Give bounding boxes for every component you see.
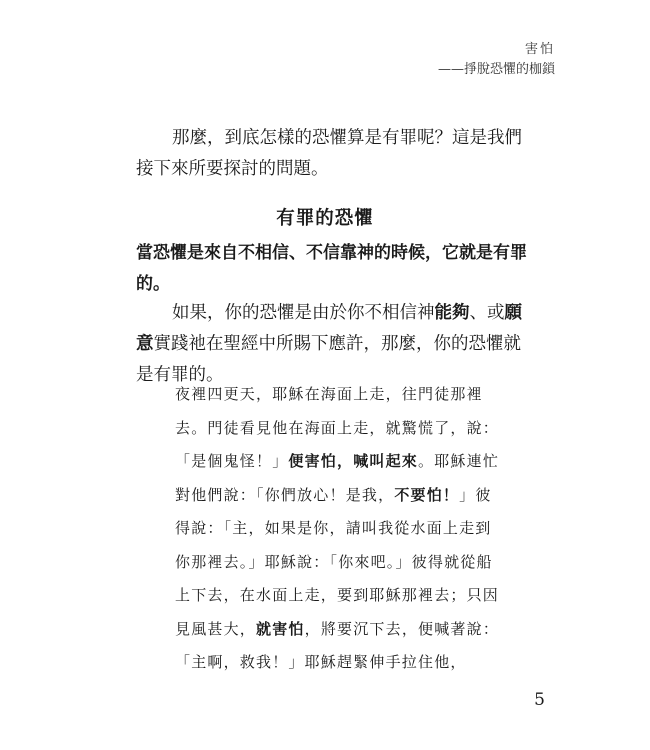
running-head [438,40,555,80]
quote-emphasis-2: 不要怕！ [394,485,460,504]
scripture-quote [175,378,500,680]
intro-text: 那麼，到底怎樣的恐懼算是有罪呢？這是我們接下來所要探討的問題。 [136,128,522,179]
body-text-1: 如果，你的恐懼是由於你不相信神 [172,303,435,323]
thesis-statement: 當恐懼是來自不相信、不信靠神的時候，它就是有罪的。 [136,243,527,294]
body-text-2: 、或 [469,303,505,323]
quote-text-3: 」彼得說：「主，如果是你，請叫我從水面上走到你那裡去。」耶穌說：「你來吧。」彼得就從船上下去，在水面上走，要到耶穌那裡去；只因見風甚大， [175,485,500,638]
body-emphasis-2: 願意 [136,303,522,354]
body-emphasis-1: 能夠 [434,303,470,323]
quote-emphasis-1: 便害怕，喊叫起來 [288,452,419,470]
quote-text-2: 。耶穌連忙對他們說：「你們放心！是我， [175,452,500,504]
body-text-3: 實踐祂在聖經中所賜下應許，那麼，你的恐懼就是有罪的。 [136,334,521,385]
running-head-subtitle: ——掙脫恐懼的枷鎖 [437,62,555,77]
quote-emphasis-3: 就害怕 [256,619,305,638]
quote-text-4: ，將要沉下去，便喊著說：「主啊，救我！」耶穌趕緊伸手拉住他， [175,619,500,671]
quote-text-1: 夜裡四更天，耶穌在海面上走，往門徒那裡去。門徒看見他在海面上走，就驚慌了，說：「是個鬼怪！」 [175,385,500,470]
running-head-title: 害怕 [524,42,555,57]
intro-paragraph [136,123,526,185]
page-number: 5 [534,690,545,710]
section-title: 有罪的恐懼 [276,208,374,229]
